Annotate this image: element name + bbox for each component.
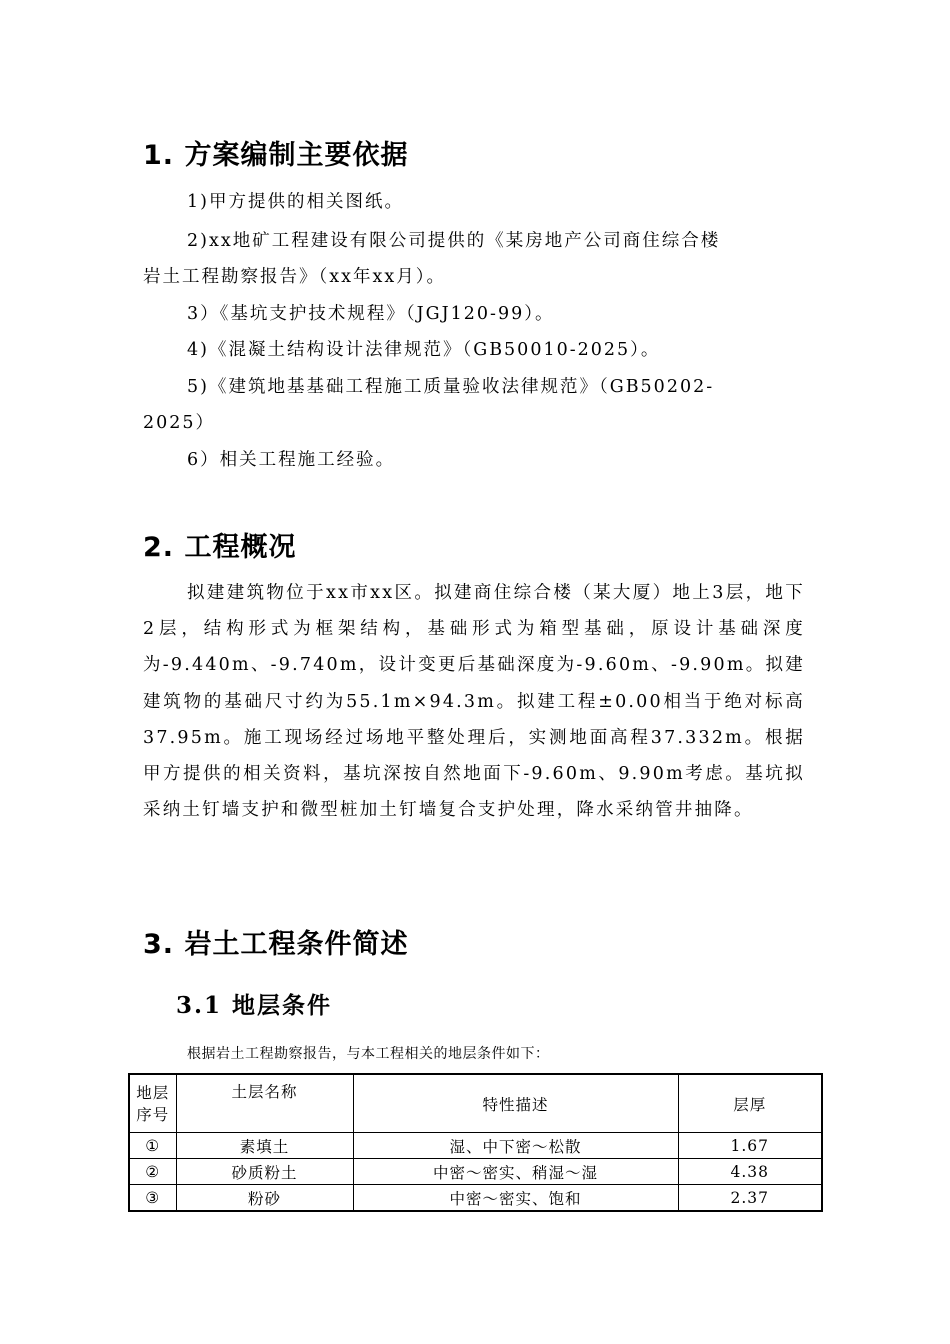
table-intro: 根据岩土工程勘察报告，与本工程相关的地层条件如下： [187,1046,550,1062]
stratum-table [128,1073,823,1212]
cell-characteristics: 中密～密实、饱和 [353,1185,678,1212]
header-layer-no: 地层序号 [129,1074,176,1133]
basis-item-2-line-1: 2)xx地矿工程建设有限公司提供的《某房地产公司商住综合楼 [187,231,721,251]
cell-characteristics: 湿、中下密～松散 [353,1133,678,1159]
table-row [129,1185,822,1212]
basis-item-6: 6）相关工程施工经验。 [187,450,396,470]
cell-characteristics: 中密～密实、稍湿～湿 [353,1159,678,1185]
basis-item-2-line-2: 岩土工程勘察报告》（xx年xx月）。 [143,267,446,287]
cell-layer-no: ① [129,1133,176,1159]
basis-item-3: 3）《基坑支护技术规程》（JGJ120-99）。 [187,304,555,324]
cell-soil-name: 粉砂 [176,1185,353,1212]
basis-item-4: 4)《混凝土结构设计法律规范》（GB50010-2025）。 [187,340,661,360]
section-3-heading: 3. 岩土工程条件简述 [143,929,409,960]
header-thickness: 层厚 [678,1074,822,1133]
project-overview-paragraph: 拟建建筑物位于xx市xx区。拟建商住综合楼（某大厦）地上3层，地下2层，结构形式为框架结构，基础形式为箱型基础，原设计基础深度为-9.440m、-9.740m，设计变更后基础深度为-9.60m、-9.90m。拟建建筑物的基础尺寸约为55.1m×94.3m。拟建工程±0.00相当于绝对标高37.95m。施工现场经过场地平整处理后，实测地面高程37.332m。根据甲方提供的相关资料，基坑深按自然地面下-9.60m、9.90m考虑。基坑拟采纳土钉墙支护和微型桩加土钉墙复合支护处理，降水采纳管井抽降。 [143,583,805,821]
cell-soil-name: 砂质粉土 [176,1159,353,1185]
cell-thickness: 2.37 [678,1185,822,1212]
basis-item-1: 1)甲方提供的相关图纸。 [187,192,404,212]
cell-layer-no: ② [129,1159,176,1185]
cell-layer-no: ③ [129,1185,176,1212]
table-row [129,1133,822,1159]
basis-item-5-line-2: 2025） [143,413,216,433]
basis-item-5-line-1: 5)《建筑地基基础工程施工质量验收法律规范》（GB50202- [187,377,715,397]
header-soil-name: 土层名称 [176,1074,353,1133]
cell-soil-name: 素填土 [176,1133,353,1159]
cell-thickness: 1.67 [678,1133,822,1159]
cell-thickness: 4.38 [678,1159,822,1185]
table-row [129,1159,822,1185]
table-header-row [129,1074,822,1133]
header-characteristics: 特性描述 [353,1074,678,1133]
subsection-3-1-heading: 3.1 地层条件 [176,992,333,1019]
section-2-heading: 2. 工程概况 [143,532,297,563]
section-1-heading: 1. 方案编制主要依据 [143,140,409,171]
